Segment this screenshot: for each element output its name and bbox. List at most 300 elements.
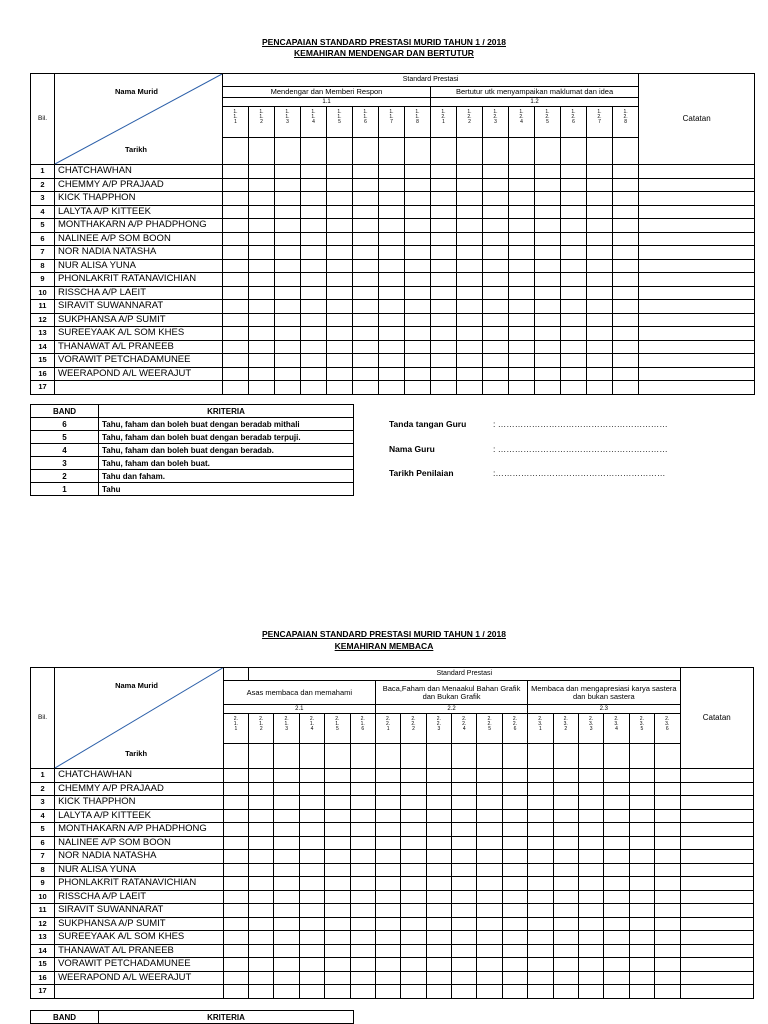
score-cell[interactable]	[502, 944, 527, 958]
score-cell[interactable]	[535, 354, 561, 368]
score-cell[interactable]	[528, 823, 553, 837]
score-cell[interactable]	[327, 246, 353, 260]
score-cell[interactable]	[223, 877, 248, 891]
score-cell[interactable]	[325, 931, 350, 945]
score-cell[interactable]	[350, 850, 375, 864]
score-cell[interactable]	[401, 782, 426, 796]
score-cell[interactable]	[299, 823, 324, 837]
date-cell[interactable]	[426, 744, 451, 769]
score-cell[interactable]	[502, 890, 527, 904]
score-cell[interactable]	[405, 286, 431, 300]
score-cell[interactable]	[299, 917, 324, 931]
score-cell[interactable]	[426, 958, 451, 972]
score-cell[interactable]	[604, 917, 629, 931]
score-cell[interactable]	[379, 367, 405, 381]
score-cell[interactable]	[477, 985, 502, 999]
score-cell[interactable]	[528, 958, 553, 972]
score-cell[interactable]	[401, 836, 426, 850]
score-cell[interactable]	[353, 340, 379, 354]
date-cell[interactable]	[405, 138, 431, 165]
score-cell[interactable]	[223, 985, 248, 999]
score-cell[interactable]	[457, 367, 483, 381]
score-cell[interactable]	[578, 836, 603, 850]
score-cell[interactable]	[535, 259, 561, 273]
score-cell[interactable]	[405, 381, 431, 395]
score-cell[interactable]	[502, 877, 527, 891]
date-cell[interactable]	[301, 138, 327, 165]
score-cell[interactable]	[483, 165, 509, 179]
score-cell[interactable]	[426, 877, 451, 891]
score-cell[interactable]	[477, 809, 502, 823]
score-cell[interactable]	[327, 381, 353, 395]
score-cell[interactable]	[426, 971, 451, 985]
score-cell[interactable]	[350, 931, 375, 945]
score-cell[interactable]	[223, 259, 249, 273]
score-cell[interactable]	[223, 836, 248, 850]
score-cell[interactable]	[502, 823, 527, 837]
score-cell[interactable]	[275, 219, 301, 233]
score-cell[interactable]	[249, 205, 275, 219]
score-cell[interactable]	[502, 985, 527, 999]
score-cell[interactable]	[578, 850, 603, 864]
score-cell[interactable]	[223, 367, 249, 381]
score-cell[interactable]	[223, 863, 248, 877]
score-cell[interactable]	[528, 985, 553, 999]
score-cell[interactable]	[275, 327, 301, 341]
score-cell[interactable]	[327, 286, 353, 300]
score-cell[interactable]	[301, 178, 327, 192]
score-cell[interactable]	[299, 850, 324, 864]
score-cell[interactable]	[629, 796, 654, 810]
score-cell[interactable]	[604, 985, 629, 999]
score-cell[interactable]	[553, 769, 578, 783]
catatan-cell[interactable]	[680, 904, 754, 918]
date-cell[interactable]	[578, 744, 603, 769]
catatan-cell[interactable]	[639, 246, 755, 260]
catatan-cell[interactable]	[639, 300, 755, 314]
score-cell[interactable]	[426, 917, 451, 931]
score-cell[interactable]	[249, 917, 274, 931]
score-cell[interactable]	[401, 917, 426, 931]
score-cell[interactable]	[249, 273, 275, 287]
score-cell[interactable]	[553, 890, 578, 904]
score-cell[interactable]	[426, 823, 451, 837]
score-cell[interactable]	[375, 944, 400, 958]
score-cell[interactable]	[327, 327, 353, 341]
score-cell[interactable]	[275, 178, 301, 192]
date-cell[interactable]	[401, 744, 426, 769]
score-cell[interactable]	[553, 809, 578, 823]
score-cell[interactable]	[325, 904, 350, 918]
date-cell[interactable]	[379, 138, 405, 165]
score-cell[interactable]	[405, 219, 431, 233]
score-cell[interactable]	[379, 313, 405, 327]
score-cell[interactable]	[431, 286, 457, 300]
score-cell[interactable]	[509, 300, 535, 314]
score-cell[interactable]	[604, 971, 629, 985]
score-cell[interactable]	[483, 205, 509, 219]
score-cell[interactable]	[325, 958, 350, 972]
score-cell[interactable]	[401, 796, 426, 810]
score-cell[interactable]	[223, 782, 248, 796]
score-cell[interactable]	[223, 232, 249, 246]
score-cell[interactable]	[477, 931, 502, 945]
score-cell[interactable]	[553, 782, 578, 796]
score-cell[interactable]	[604, 944, 629, 958]
score-cell[interactable]	[613, 232, 639, 246]
score-cell[interactable]	[509, 367, 535, 381]
score-cell[interactable]	[629, 958, 654, 972]
score-cell[interactable]	[553, 863, 578, 877]
catatan-cell[interactable]	[680, 809, 754, 823]
score-cell[interactable]	[275, 381, 301, 395]
date-cell[interactable]	[275, 138, 301, 165]
score-cell[interactable]	[655, 863, 680, 877]
score-cell[interactable]	[561, 192, 587, 206]
date-cell[interactable]	[249, 744, 274, 769]
date-cell[interactable]	[274, 744, 299, 769]
score-cell[interactable]	[375, 836, 400, 850]
score-cell[interactable]	[655, 836, 680, 850]
score-cell[interactable]	[301, 246, 327, 260]
score-cell[interactable]	[578, 823, 603, 837]
catatan-cell[interactable]	[639, 205, 755, 219]
score-cell[interactable]	[426, 863, 451, 877]
score-cell[interactable]	[325, 877, 350, 891]
score-cell[interactable]	[350, 904, 375, 918]
score-cell[interactable]	[509, 273, 535, 287]
score-cell[interactable]	[249, 769, 274, 783]
score-cell[interactable]	[375, 782, 400, 796]
score-cell[interactable]	[483, 219, 509, 233]
score-cell[interactable]	[457, 219, 483, 233]
score-cell[interactable]	[223, 340, 249, 354]
score-cell[interactable]	[509, 165, 535, 179]
score-cell[interactable]	[274, 863, 299, 877]
score-cell[interactable]	[401, 850, 426, 864]
score-cell[interactable]	[629, 823, 654, 837]
score-cell[interactable]	[375, 890, 400, 904]
score-cell[interactable]	[452, 877, 477, 891]
score-cell[interactable]	[553, 850, 578, 864]
score-cell[interactable]	[223, 904, 248, 918]
score-cell[interactable]	[223, 931, 248, 945]
score-cell[interactable]	[325, 809, 350, 823]
score-cell[interactable]	[604, 796, 629, 810]
score-cell[interactable]	[223, 192, 249, 206]
catatan-cell[interactable]	[639, 259, 755, 273]
score-cell[interactable]	[629, 850, 654, 864]
score-cell[interactable]	[379, 205, 405, 219]
score-cell[interactable]	[561, 165, 587, 179]
score-cell[interactable]	[528, 796, 553, 810]
score-cell[interactable]	[431, 246, 457, 260]
score-cell[interactable]	[327, 367, 353, 381]
score-cell[interactable]	[509, 313, 535, 327]
score-cell[interactable]	[457, 192, 483, 206]
score-cell[interactable]	[578, 917, 603, 931]
score-cell[interactable]	[405, 232, 431, 246]
score-cell[interactable]	[535, 192, 561, 206]
score-cell[interactable]	[655, 782, 680, 796]
score-cell[interactable]	[509, 246, 535, 260]
score-cell[interactable]	[223, 313, 249, 327]
score-cell[interactable]	[604, 782, 629, 796]
score-cell[interactable]	[535, 165, 561, 179]
date-cell[interactable]	[431, 138, 457, 165]
score-cell[interactable]	[613, 340, 639, 354]
score-cell[interactable]	[223, 273, 249, 287]
score-cell[interactable]	[578, 931, 603, 945]
score-cell[interactable]	[401, 904, 426, 918]
score-cell[interactable]	[301, 381, 327, 395]
score-cell[interactable]	[483, 367, 509, 381]
score-cell[interactable]	[249, 931, 274, 945]
score-cell[interactable]	[528, 863, 553, 877]
date-cell[interactable]	[613, 138, 639, 165]
score-cell[interactable]	[561, 327, 587, 341]
score-cell[interactable]	[275, 232, 301, 246]
score-cell[interactable]	[353, 205, 379, 219]
score-cell[interactable]	[249, 823, 274, 837]
catatan-cell[interactable]	[680, 863, 754, 877]
date-cell[interactable]	[561, 138, 587, 165]
score-cell[interactable]	[249, 877, 274, 891]
date-cell[interactable]	[353, 138, 379, 165]
score-cell[interactable]	[613, 367, 639, 381]
score-cell[interactable]	[223, 890, 248, 904]
score-cell[interactable]	[375, 823, 400, 837]
score-cell[interactable]	[502, 796, 527, 810]
score-cell[interactable]	[249, 300, 275, 314]
score-cell[interactable]	[301, 354, 327, 368]
score-cell[interactable]	[535, 273, 561, 287]
score-cell[interactable]	[249, 890, 274, 904]
score-cell[interactable]	[274, 904, 299, 918]
score-cell[interactable]	[502, 931, 527, 945]
score-cell[interactable]	[477, 904, 502, 918]
score-cell[interactable]	[535, 367, 561, 381]
score-cell[interactable]	[353, 192, 379, 206]
score-cell[interactable]	[452, 904, 477, 918]
score-cell[interactable]	[561, 219, 587, 233]
catatan-cell[interactable]	[680, 890, 754, 904]
score-cell[interactable]	[457, 178, 483, 192]
score-cell[interactable]	[457, 246, 483, 260]
score-cell[interactable]	[401, 877, 426, 891]
score-cell[interactable]	[275, 205, 301, 219]
score-cell[interactable]	[327, 178, 353, 192]
score-cell[interactable]	[426, 782, 451, 796]
score-cell[interactable]	[452, 944, 477, 958]
score-cell[interactable]	[249, 944, 274, 958]
score-cell[interactable]	[353, 232, 379, 246]
score-cell[interactable]	[561, 367, 587, 381]
score-cell[interactable]	[604, 931, 629, 945]
score-cell[interactable]	[431, 381, 457, 395]
score-cell[interactable]	[223, 917, 248, 931]
score-cell[interactable]	[457, 300, 483, 314]
score-cell[interactable]	[604, 769, 629, 783]
catatan-cell[interactable]	[639, 340, 755, 354]
catatan-cell[interactable]	[639, 354, 755, 368]
catatan-cell[interactable]	[639, 286, 755, 300]
score-cell[interactable]	[535, 340, 561, 354]
score-cell[interactable]	[587, 273, 613, 287]
score-cell[interactable]	[483, 340, 509, 354]
score-cell[interactable]	[431, 340, 457, 354]
score-cell[interactable]	[249, 367, 275, 381]
score-cell[interactable]	[405, 273, 431, 287]
score-cell[interactable]	[379, 273, 405, 287]
score-cell[interactable]	[301, 327, 327, 341]
score-cell[interactable]	[578, 809, 603, 823]
score-cell[interactable]	[528, 769, 553, 783]
score-cell[interactable]	[629, 931, 654, 945]
score-cell[interactable]	[509, 178, 535, 192]
date-cell[interactable]	[327, 138, 353, 165]
score-cell[interactable]	[249, 904, 274, 918]
catatan-cell[interactable]	[639, 192, 755, 206]
score-cell[interactable]	[325, 863, 350, 877]
score-cell[interactable]	[604, 890, 629, 904]
score-cell[interactable]	[553, 985, 578, 999]
score-cell[interactable]	[353, 286, 379, 300]
catatan-cell[interactable]	[639, 327, 755, 341]
score-cell[interactable]	[578, 958, 603, 972]
score-cell[interactable]	[477, 863, 502, 877]
score-cell[interactable]	[528, 782, 553, 796]
catatan-cell[interactable]	[680, 823, 754, 837]
score-cell[interactable]	[655, 809, 680, 823]
score-cell[interactable]	[299, 836, 324, 850]
catatan-cell[interactable]	[639, 367, 755, 381]
score-cell[interactable]	[587, 178, 613, 192]
score-cell[interactable]	[405, 165, 431, 179]
score-cell[interactable]	[535, 178, 561, 192]
catatan-cell[interactable]	[680, 931, 754, 945]
date-cell[interactable]	[509, 138, 535, 165]
score-cell[interactable]	[379, 246, 405, 260]
score-cell[interactable]	[375, 917, 400, 931]
score-cell[interactable]	[457, 340, 483, 354]
score-cell[interactable]	[299, 769, 324, 783]
score-cell[interactable]	[561, 246, 587, 260]
score-cell[interactable]	[483, 246, 509, 260]
date-cell[interactable]	[528, 744, 553, 769]
date-cell[interactable]	[223, 138, 249, 165]
score-cell[interactable]	[274, 850, 299, 864]
score-cell[interactable]	[431, 300, 457, 314]
score-cell[interactable]	[578, 944, 603, 958]
score-cell[interactable]	[275, 313, 301, 327]
score-cell[interactable]	[613, 286, 639, 300]
score-cell[interactable]	[655, 769, 680, 783]
score-cell[interactable]	[509, 259, 535, 273]
date-cell[interactable]	[629, 744, 654, 769]
score-cell[interactable]	[426, 985, 451, 999]
score-cell[interactable]	[353, 165, 379, 179]
score-cell[interactable]	[561, 205, 587, 219]
score-cell[interactable]	[301, 259, 327, 273]
score-cell[interactable]	[327, 300, 353, 314]
score-cell[interactable]	[483, 178, 509, 192]
score-cell[interactable]	[375, 863, 400, 877]
score-cell[interactable]	[426, 836, 451, 850]
score-cell[interactable]	[509, 219, 535, 233]
score-cell[interactable]	[379, 300, 405, 314]
score-cell[interactable]	[249, 259, 275, 273]
score-cell[interactable]	[350, 917, 375, 931]
score-cell[interactable]	[274, 958, 299, 972]
score-cell[interactable]	[613, 300, 639, 314]
score-cell[interactable]	[629, 890, 654, 904]
score-cell[interactable]	[274, 917, 299, 931]
score-cell[interactable]	[613, 219, 639, 233]
score-cell[interactable]	[301, 367, 327, 381]
score-cell[interactable]	[350, 985, 375, 999]
score-cell[interactable]	[509, 205, 535, 219]
score-cell[interactable]	[431, 367, 457, 381]
score-cell[interactable]	[655, 890, 680, 904]
score-cell[interactable]	[477, 836, 502, 850]
score-cell[interactable]	[426, 850, 451, 864]
catatan-cell[interactable]	[680, 971, 754, 985]
score-cell[interactable]	[483, 327, 509, 341]
score-cell[interactable]	[325, 850, 350, 864]
score-cell[interactable]	[457, 232, 483, 246]
score-cell[interactable]	[249, 850, 274, 864]
score-cell[interactable]	[274, 796, 299, 810]
score-cell[interactable]	[502, 769, 527, 783]
score-cell[interactable]	[375, 931, 400, 945]
score-cell[interactable]	[401, 890, 426, 904]
date-cell[interactable]	[535, 138, 561, 165]
score-cell[interactable]	[375, 796, 400, 810]
catatan-cell[interactable]	[639, 232, 755, 246]
catatan-cell[interactable]	[639, 313, 755, 327]
score-cell[interactable]	[553, 796, 578, 810]
score-cell[interactable]	[613, 273, 639, 287]
score-cell[interactable]	[405, 367, 431, 381]
score-cell[interactable]	[301, 232, 327, 246]
score-cell[interactable]	[405, 192, 431, 206]
score-cell[interactable]	[223, 971, 248, 985]
score-cell[interactable]	[578, 890, 603, 904]
score-cell[interactable]	[405, 246, 431, 260]
score-cell[interactable]	[431, 259, 457, 273]
score-cell[interactable]	[528, 944, 553, 958]
score-cell[interactable]	[452, 917, 477, 931]
score-cell[interactable]	[613, 259, 639, 273]
score-cell[interactable]	[431, 354, 457, 368]
score-cell[interactable]	[561, 259, 587, 273]
score-cell[interactable]	[249, 971, 274, 985]
score-cell[interactable]	[613, 313, 639, 327]
score-cell[interactable]	[587, 313, 613, 327]
score-cell[interactable]	[502, 836, 527, 850]
score-cell[interactable]	[629, 836, 654, 850]
score-cell[interactable]	[223, 944, 248, 958]
score-cell[interactable]	[353, 273, 379, 287]
score-cell[interactable]	[578, 863, 603, 877]
score-cell[interactable]	[327, 192, 353, 206]
score-cell[interactable]	[325, 769, 350, 783]
score-cell[interactable]	[353, 327, 379, 341]
catatan-cell[interactable]	[680, 985, 754, 999]
score-cell[interactable]	[325, 917, 350, 931]
score-cell[interactable]	[379, 381, 405, 395]
